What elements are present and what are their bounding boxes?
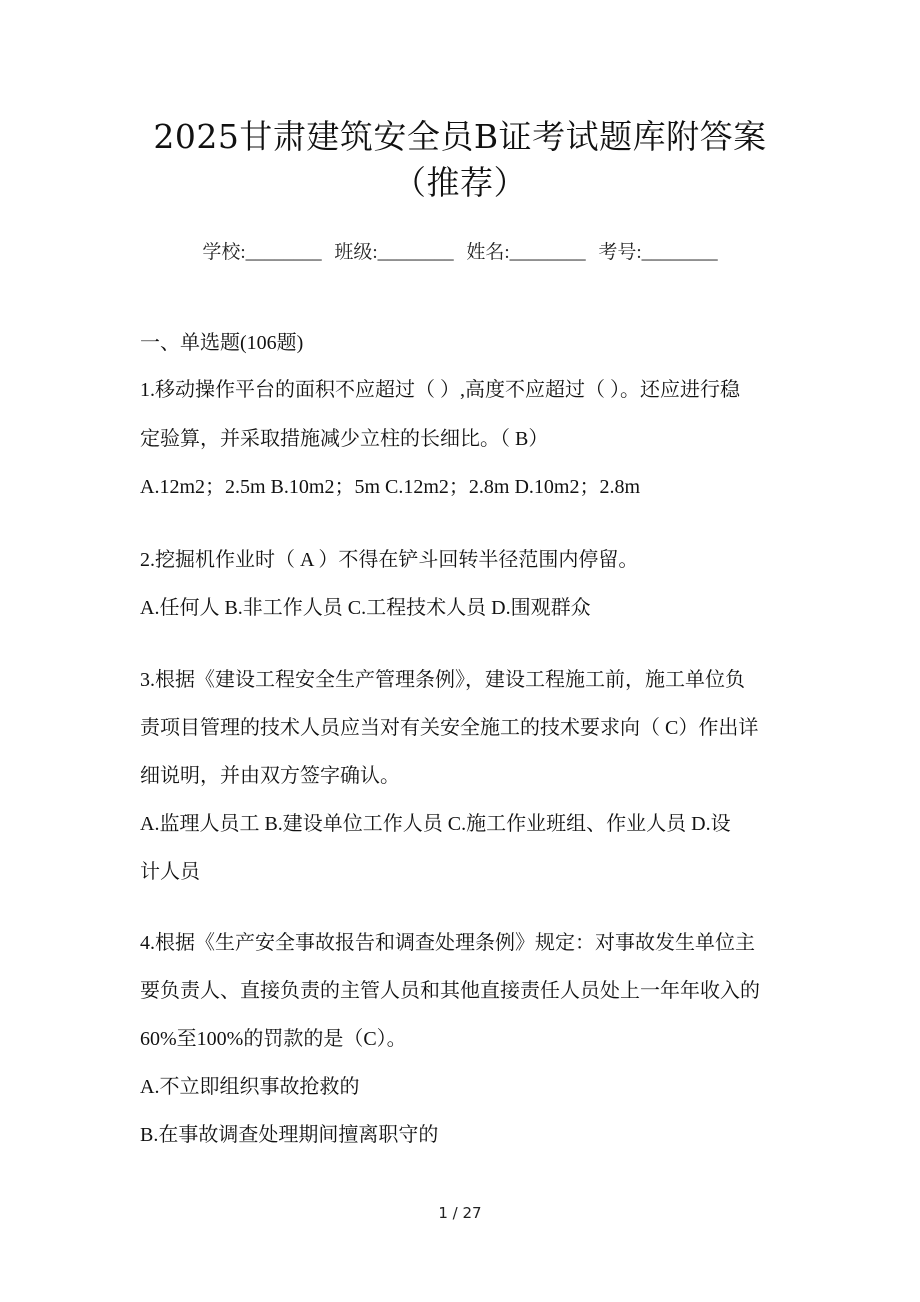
question-1-options: A.12m2；2.5m B.10m2；5m C.12m2；2.8m D.10m2；2.8m [140,476,641,498]
student-info-row [0,238,920,268]
question-1-line-2: 定验算，并采取措施减少立柱的长细比。（ B） [140,428,549,450]
section-heading: 一、单选题(106题) [140,332,304,354]
page-indicator: 1 / 27 [438,1204,482,1222]
exam-number-field: 考号:________ [598,242,718,263]
school-field: 学校:________ [202,242,322,263]
document-subtitle: （推荐） [393,163,527,202]
question-4-line-1: 4.根据《生产安全事故报告和调查处理条例》规定：对事故发生单位主 [140,932,755,954]
class-field: 班级:________ [334,242,454,263]
question-4-line-2: 要负责人、直接负责的主管人员和其他直接责任人员处上一年年收入的 [140,980,760,1002]
question-3-options-line-1: A.监理人员工 B.建设单位工作人员 C.施工作业班组、作业人员 D.设 [140,813,731,835]
question-3-line-3: 细说明，并由双方签字确认。 [140,765,400,787]
question-2-line-1: 2.挖掘机作业时（ A ）不得在铲斗回转半径范围内停留。 [140,549,639,571]
document-title: 2025甘肃建筑安全员B证考试题库附答案 [153,117,767,156]
question-4-option-b: B.在事故调查处理期间擅离职守的 [140,1124,439,1146]
question-1-line-1: 1.移动操作平台的面积不应超过（ ）,高度不应超过（ ）。还应进行稳 [140,379,740,401]
question-3-options-line-2: 计人员 [140,861,200,883]
question-2-options: A.任何人 B.非工作人员 C.工程技术人员 D.围观群众 [140,597,591,619]
question-3-line-1: 3.根据《建设工程安全生产管理条例》，建设工程施工前，施工单位负 [140,669,745,691]
question-4-option-a: A.不立即组织事故抢救的 [140,1076,360,1098]
question-4-line-3: 60%至100%的罚款的是（C）。 [140,1028,407,1050]
name-field: 姓名:________ [466,242,586,263]
question-3-line-2: 责项目管理的技术人员应当对有关安全施工的技术要求向（ C）作出详 [140,717,759,739]
